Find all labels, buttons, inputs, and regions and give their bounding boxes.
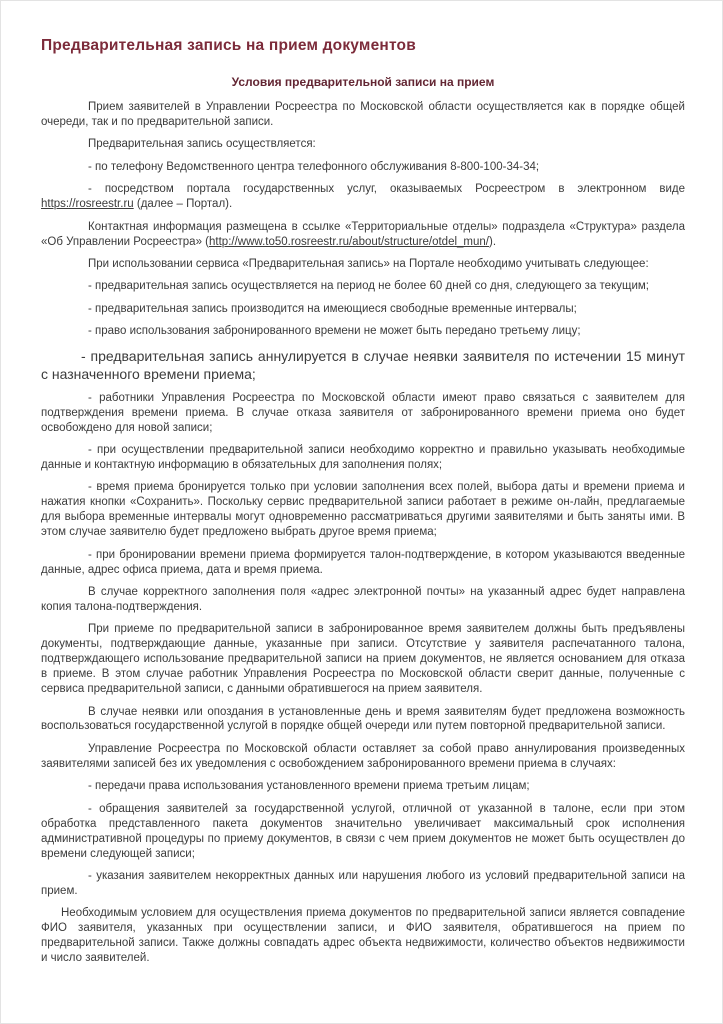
paragraph-confirmation-ticket: - при бронировании времени приема формируется талон-подтверждение, в котором указываются введенные данные, адрес офиса приема, дата и время приема. <box>41 548 685 576</box>
paragraph-intro: Прием заявителей в Управлении Росреестра по Московской области осуществляется как в порядке общей очереди, так и по предварительной записи. <box>41 101 685 128</box>
paragraph-contact-info <box>41 220 685 250</box>
paragraph-annulment-different-service: - обращения заявителей за государственной услугой, отличной от указанной в талоне, если при этом обработка представленного пакета документов значительно увеличивает максимальный срок исполнения административной процедуры по приему документов, в связи с чем прием документов не может быть осуществлен до времени следующей записи; <box>41 802 685 860</box>
paragraph-annulment-incorrect-data: - указания заявителем некорректных данных или нарушения любого из условий предварительной записи на прием. <box>41 869 685 897</box>
rosreestr-portal-link[interactable]: https://rosreestr.ru <box>41 198 134 211</box>
paragraph-free-intervals: - предварительная запись производится на имеющиеся свободные временные интервалы; <box>88 302 577 315</box>
paragraph-portal-booking <box>41 182 685 212</box>
paragraph-phone-booking: - по телефону Ведомственного центра телефонного обслуживания 8-800-100-34-34; <box>88 160 540 173</box>
paragraph-email-copy: В случае корректного заполнения поля «адрес электронной почты» на указанный адрес будет направлена копия талона-подтверждения. <box>41 585 685 613</box>
paragraph-60-days: - предварительная запись осуществляется на период не более 60 дней со дня, следующего за текущим; <box>88 280 649 293</box>
paragraph-text: ). <box>489 235 497 248</box>
paragraph-fio-match-requirement: Необходимым условием для осуществления приема документов по предварительной записи является совпадение ФИО заявителя, указанных при осуществлении записи, и ФИО заявителя, обратившегося на прием по предварительной записи. Также должны совпадать адрес объекта недвижимости, количество объектов недвижимости и число заявителей. <box>41 907 685 965</box>
paragraph-text: (далее – Портал). <box>133 198 233 211</box>
paragraph-text: Контактная информация размещена в ссылке «Территориальные отделы» подраздела «Структура» раздела «Об Управлении Росреестра» ( <box>41 220 685 248</box>
paragraph-text: - посредством портала государственных услуг, оказываемых Росреестром в электронном виде <box>88 183 685 196</box>
paragraph-booking-methods-lead: Предварительная запись осуществляется: <box>88 138 316 151</box>
paragraph-no-third-party: - право использования забронированного времени не может быть передано третьему лицу; <box>88 325 581 338</box>
section-heading: Условия предварительной записи на прием <box>231 75 495 89</box>
paragraph-no-show-options: В случае неявки или опоздания в установленные день и время заявителям будет предложена возможность воспользоваться государственной услугой в порядке общей очереди или путем повторной предварительной записи. <box>41 705 685 733</box>
paragraph-correct-data: - при осуществлении предварительной записи необходимо корректно и правильно указывать необходимые данные и контактную информацию в обязательных для заполнения полях; <box>41 443 685 471</box>
paragraph-documents-required: При приеме по предварительной записи в забронированное время заявителем должны быть предъявлены документы, подтверждающие данные, указанные при записи. Отсутствие у заявителя распечатанного талона, подтверждающего использование предварительной записи на прием документов, не является основанием для отказа в приеме. В этом случае работник Управления Росреестра по Московской области сверит данные, полученные с сервиса предварительной записи, с данными обратившегося на прием заявителя. <box>41 623 685 696</box>
paragraph-annulment-third-party: - передачи права использования установленного времени приема третьим лицам; <box>88 780 530 793</box>
territorial-offices-link[interactable]: http://www.to50.rosreestr.ru/about/structure/otdel_mun/ <box>209 235 489 248</box>
paragraph-cancellation-15-min: - предварительная запись аннулируется в случае неявки заявителя по истечении 15 минут с назначенного времени приема; <box>41 347 685 382</box>
paragraph-service-notice-lead: При использовании сервиса «Предварительная запись» на Портале необходимо учитывать следующее: <box>88 258 649 270</box>
paragraph-staff-contact: - работники Управления Росреестра по Московской области имеют право связаться с заявителем для подтверждения времени приема. В случае отказа заявителя от забронированного времени приема оно будет освобождено для новой записи; <box>41 391 685 434</box>
page-title: Предварительная запись на прием документов <box>41 37 416 54</box>
paragraph-save-button-online: - время приема бронируется только при условии заполнения всех полей, выбора даты и времени приема и нажатия кнопки «Сохранить». Поскольку сервис предварительной записи работает в режиме он-лайн, предлагаемые для выбора временные интервалы могут одновременно рассматриваться другими заявителями и быть заняты ими. В этом случае заявителю будет предложено выбрать другое время приема; <box>41 481 685 539</box>
paragraph-annulment-right-lead: Управление Росреестра по Московской области оставляет за собой право аннулирования произведенных заявителями записей без их уведомления с освобождением забронированного времени приема в случаях: <box>41 742 685 770</box>
